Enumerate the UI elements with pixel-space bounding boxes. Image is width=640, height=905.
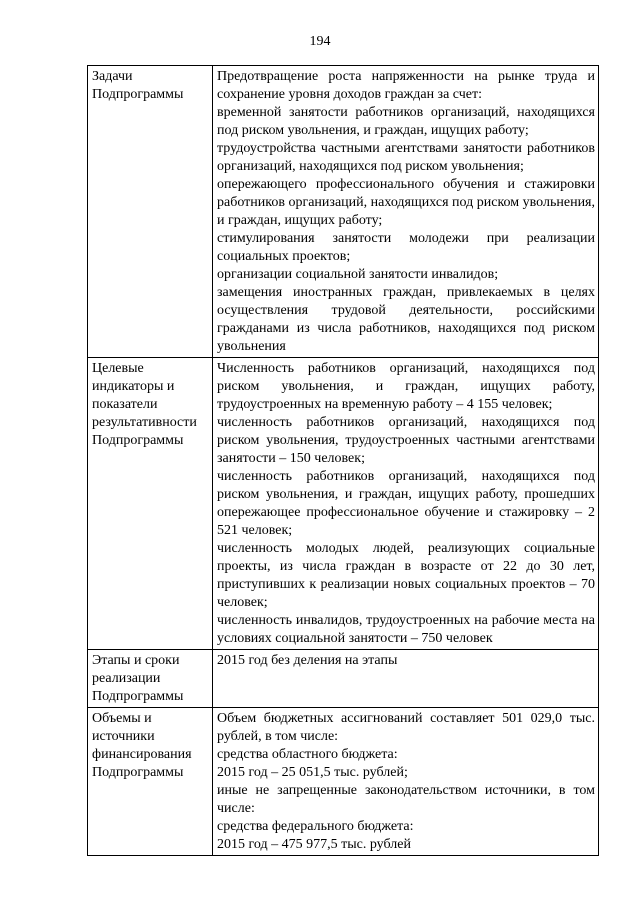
paragraph: стимулирования занятости молодежи при реализации социальных проектов; (217, 231, 595, 264)
paragraph: временной занятости работников организаций, находящихся под риском увольнения, и граждан, ищущих работу; (217, 105, 595, 138)
paragraph: замещения иностранных граждан, привлекаемых в целях осуществления трудовой деятельности, российскими гражданами из числа работников, находящихся под риском увольнения (217, 285, 595, 354)
row-label: Задачи Подпрограммы (88, 66, 213, 358)
paragraph: численность работников организаций, находящихся под риском увольнения, трудоустроенных частными агентствами занятости – 150 человек; (217, 415, 595, 466)
paragraph: организации социальной занятости инвалидов; (217, 267, 499, 282)
table-row-funding (88, 708, 599, 856)
passport-table (87, 65, 599, 856)
table-row-indicators (88, 358, 599, 650)
table-row-tasks (88, 66, 599, 358)
table-row-stages (88, 650, 599, 708)
paragraph: средства областного бюджета: (217, 747, 398, 762)
paragraph: 2015 год без деления на этапы (217, 653, 398, 668)
row-content (213, 708, 599, 856)
paragraph: Предотвращение роста напряженности на рынке труда и сохранение уровня доходов граждан за счет: (217, 69, 595, 102)
row-label: Этапы и сроки реализации Подпрограммы (88, 650, 213, 708)
paragraph: Численность работников организаций, находящихся под риском увольнения, и граждан, ищущих работу, трудоустроенных на временную работу – 4 155 человек; (217, 361, 595, 412)
paragraph: опережающего профессионального обучения и стажировки работников организаций, находящихся под риском увольнения, и граждан, ищущих работу; (217, 177, 595, 228)
page-number: 194 (309, 34, 331, 49)
paragraph: 2015 год – 475 977,5 тыс. рублей (217, 837, 411, 852)
paragraph: трудоустройства частными агентствами занятости работников организаций, находящихся под риском увольнения; (217, 141, 595, 174)
paragraph: численность молодых людей, реализующих социальные проекты, из числа граждан в возрасте от 22 до 30 лет, приступивших к реализации новых социальных проектов – 70 человек; (217, 541, 595, 610)
paragraph: 2015 год – 25 051,5 тыс. рублей; (217, 765, 408, 780)
row-content (213, 66, 599, 358)
paragraph: Объем бюджетных ассигнований составляет 501 029,0 тыс. рублей, в том числе: (217, 711, 595, 744)
row-label: Целевые индикаторы и показатели результативности Подпрограммы (88, 358, 213, 650)
paragraph: численность инвалидов, трудоустроенных на рабочие места на условиях социальной занятости – 750 человек (217, 613, 595, 646)
paragraph: численность работников организаций, находящихся под риском увольнения, и граждан, ищущих работу, прошедших опережающее профессиональное обучение и стажировку – 2 521 человек; (217, 469, 595, 538)
paragraph: иные не запрещенные законодательством источники, в том числе: (217, 783, 595, 816)
row-label: Объемы и источники финансирования Подпрограммы (88, 708, 213, 856)
paragraph: средства федерального бюджета: (217, 819, 414, 834)
row-content (213, 650, 599, 708)
row-content (213, 358, 599, 650)
